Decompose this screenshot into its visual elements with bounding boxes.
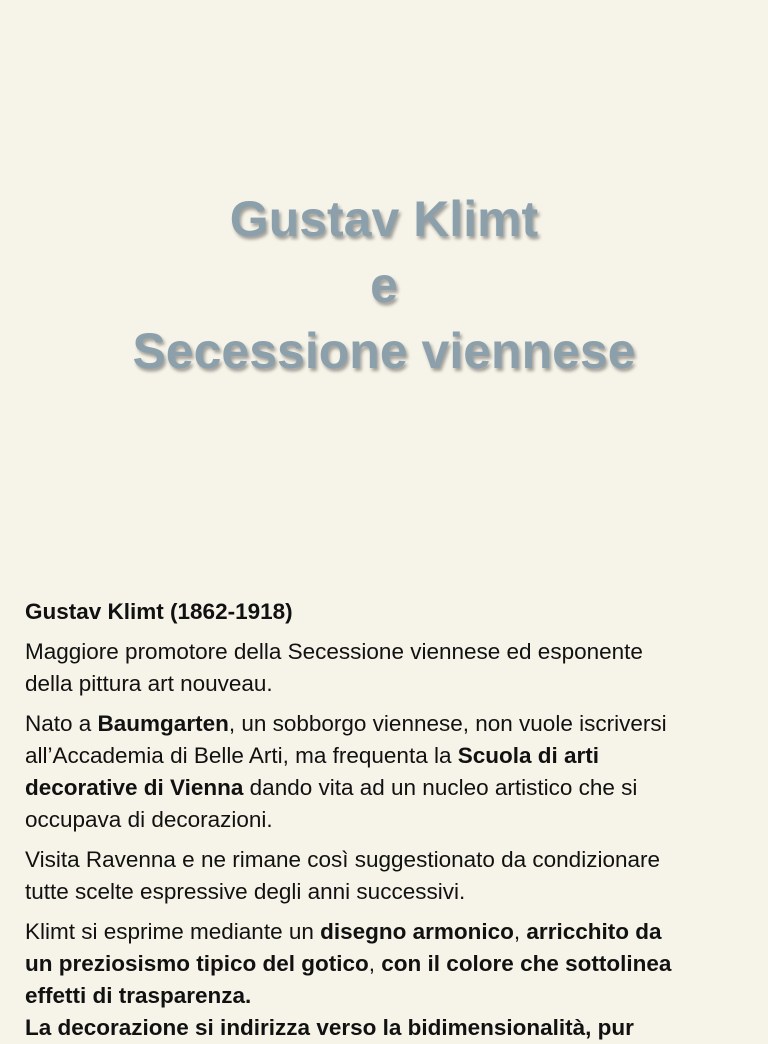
paragraph-1 (25, 636, 765, 700)
p2-text: , un sobborgo viennese, non vuole iscriversi (228, 711, 667, 736)
p2-line-2 (25, 740, 765, 772)
paragraph-3 (25, 844, 765, 908)
p4-line-3 (25, 980, 765, 1012)
p4-bold-trasparenza: effetti di trasparenza. (25, 983, 252, 1008)
p1-line-2: della pittura art nouveau. (25, 671, 273, 696)
p2-bold-decorative: decorative di Vienna (25, 775, 244, 800)
p3-line-1: Visita Ravenna e ne rimane così suggestionato da condizionare (25, 847, 660, 872)
slide-body-text (25, 596, 765, 1044)
p4-text: , (513, 919, 527, 944)
p2-line-1 (25, 708, 765, 740)
p4-text: Klimt si esprime mediante un (25, 919, 321, 944)
p4-text: , (368, 951, 382, 976)
section-heading (25, 596, 765, 628)
p2-line-3 (25, 772, 765, 804)
p1-line-1: Maggiore promotore della Secessione viennese ed esponente (25, 639, 643, 664)
p3-line-2: tutte scelte espressive degli anni successivi. (25, 879, 466, 904)
p4-bold-decorazione: La decorazione si indirizza verso la bidimensionalità, pur (25, 1015, 634, 1040)
p2-line-4: occupava di decorazioni. (25, 807, 273, 832)
p4-bold-colore: con il colore che sottolinea (381, 951, 672, 976)
p4-bold-preziosismo: un preziosismo tipico del gotico (25, 951, 369, 976)
slide-title (0, 186, 768, 384)
title-line-3: Secessione viennese (132, 323, 636, 379)
p2-bold-baumgarten: Baumgarten (97, 711, 229, 736)
p2-bold-scuola: Scuola di arti (457, 743, 600, 768)
title-line-1: Gustav Klimt (229, 191, 539, 247)
p4-line-1 (25, 916, 765, 948)
p2-text: dando vita ad un nucleo artistico che si (243, 775, 638, 800)
p4-line-4 (25, 1012, 765, 1044)
heading-text: Gustav Klimt (1862-1918) (25, 599, 293, 624)
p4-bold-disegno: disegno armonico (320, 919, 514, 944)
title-line-2: e (370, 257, 398, 313)
p2-text: Nato a (25, 711, 98, 736)
paragraph-2 (25, 708, 765, 836)
paragraph-4 (25, 916, 765, 1044)
p4-bold-arricchito: arricchito da (526, 919, 662, 944)
p2-text: all’Accademia di Belle Arti, ma frequenta la (25, 743, 458, 768)
p4-line-2 (25, 948, 765, 980)
